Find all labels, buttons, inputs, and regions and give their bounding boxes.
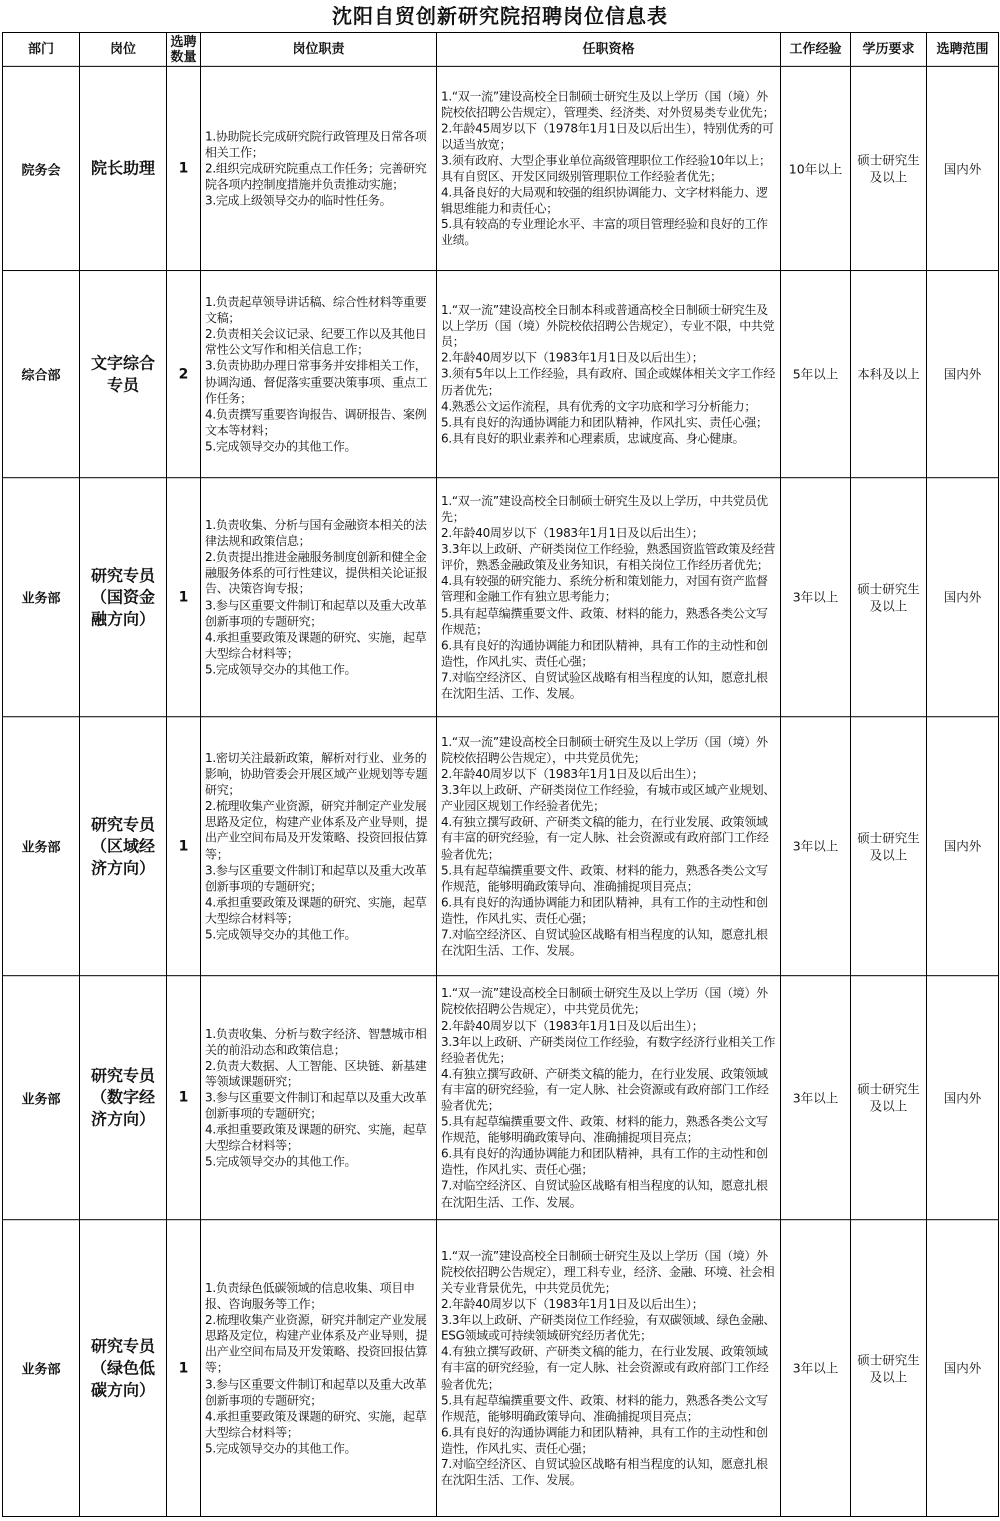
count-cell: 1 bbox=[167, 66, 201, 270]
table-row bbox=[3, 976, 999, 1220]
header-row bbox=[3, 32, 999, 66]
qualification-item: 1.“双一流”建设高校全日制硕士研究生及以上学历（国（境）外院校依招聘公告规定），理工科专业，经济、金融、环境、社会相关专业背景优先，中共党员优先； bbox=[441, 1248, 775, 1295]
duty-item: 2.组织完成研究院重点工作任务；完善研究院各项内控制度措施并负责推动实施； bbox=[205, 161, 427, 192]
table-row bbox=[3, 478, 999, 717]
qualification-item: 4.具备良好的大局观和较强的组织协调能力、文字材料能力、逻辑思维能力和责任心； bbox=[441, 185, 768, 216]
scope-cell: 国内外 bbox=[927, 1220, 999, 1517]
table-row bbox=[3, 66, 999, 270]
qualification-item: 3.3年以上政研、产研类岗位工作经验，熟悉国资监管政策及经营评价，熟悉金融政策及业务知识，有相关岗位工作经历者优先； bbox=[441, 542, 776, 573]
duty-item: 3.参与区重要文件制订和起草以及重大改革创新事项的专题研究； bbox=[205, 863, 427, 894]
count-cell: 1 bbox=[167, 1220, 201, 1517]
qualification-item: 2.年龄40周岁以下（1983年1月1日及以后出生）； bbox=[441, 1296, 704, 1311]
duties-cell bbox=[201, 717, 437, 976]
qualification-item: 4.有独立撰写政研、产研类文稿的能力，在行业发展、政策领域有丰富的研究经验，有一定人脉、社会资源或有政府部门工作经验者优先； bbox=[441, 1066, 769, 1113]
edu-cell: 硕士研究生及以上 bbox=[851, 976, 927, 1220]
qualification-item: 2.年龄40周岁以下（1983年1月1日及以后出生）； bbox=[441, 351, 704, 366]
table-row bbox=[3, 1220, 999, 1517]
dept-cell: 业务部 bbox=[3, 478, 80, 717]
exp-cell: 5年以上 bbox=[781, 271, 851, 478]
qualification-item: 4.具有较强的研究能力、系统分析和策划能力，对国有资产监督管理和金融工作有独立思考能力； bbox=[441, 574, 768, 605]
duty-item: 2.负责相关会议记录、纪要工作以及其他日常性公文写作和相关信息工作； bbox=[205, 327, 427, 357]
qualification-item: 2.年龄40周岁以下（1983年1月1日及以后出生）； bbox=[441, 526, 704, 541]
duty-item: 5.完成领导交办的其他工作。 bbox=[205, 1154, 357, 1169]
quals-cell bbox=[437, 976, 781, 1220]
duty-item: 4.承担重要政策及课题的研究、实施，起草大型综合材料等； bbox=[205, 1122, 427, 1153]
qualification-item: 4.有独立撰写政研、产研类文稿的能力，在行业发展、政策领域有丰富的研究经验，有一定人脉、社会资源或有政府部门工作经验者优先； bbox=[441, 1345, 769, 1392]
duty-item: 1.负责收集、分析与数字经济、智慧城市相关的前沿动态和政策信息； bbox=[205, 1026, 427, 1057]
qualification-item: 5.具有良好的沟通协调能力和团队精神，作风扎实、责任心强； bbox=[441, 415, 768, 430]
duty-item: 1.负责收集、分析与国有金融资本相关的法律法规和政策信息； bbox=[205, 518, 427, 549]
qualification-item: 5.具有较高的专业理论水平、丰富的项目管理经验和良好的工作业绩。 bbox=[441, 217, 768, 248]
post-cell: 院长助理 bbox=[80, 66, 167, 270]
duty-item: 5.完成领导交办的其他工作。 bbox=[205, 662, 357, 677]
qualification-item: 2.年龄40周岁以下（1983年1月1日及以后出生）； bbox=[441, 1018, 704, 1033]
post-cell: 研究专员（数字经济方向） bbox=[80, 976, 167, 1220]
duty-item: 1.负责绿色低碳领域的信息收集、项目申报、咨询服务等工作； bbox=[205, 1280, 415, 1311]
exp-cell: 10年以上 bbox=[781, 66, 851, 270]
qualification-item: 7.对临空经济区、自贸试验区战略有相当程度的认知，愿意扎根在沈阳生活、工作、发展。 bbox=[441, 1178, 768, 1209]
exp-cell: 3年以上 bbox=[781, 1220, 851, 1517]
quals-cell bbox=[437, 478, 781, 717]
duty-item: 2.梳理收集产业资源，研究并制定产业发展思路及定位，构建产业体系及产业导则，提出产业空间布局及开发策略、投资回报估算等； bbox=[205, 799, 428, 862]
qualification-item: 6.具有良好的沟通协调能力和团队精神，具有工作的主动性和创造性，作风扎实、责任心强； bbox=[441, 895, 768, 926]
duty-item: 1.负责起草领导讲话稿、综合性材料等重要文稿； bbox=[205, 294, 427, 325]
dept-cell: 业务部 bbox=[3, 976, 80, 1220]
qualification-item: 6.具有良好的沟通协调能力和团队精神，具有工作的主动性和创造性，作风扎实、责任心强； bbox=[441, 1146, 768, 1177]
qualification-item: 5.具有起草编撰重要文件、政策、材料的能力，熟悉各类公文写作规范； bbox=[441, 606, 768, 637]
qualification-item: 2.年龄45周岁以下（1978年1月1日及以后出生），特别优秀的可以适当放宽； bbox=[441, 121, 774, 152]
qualification-item: 3.须有5年以上工作经验，具有政府、国企或媒体相关文字工作经历者优先； bbox=[441, 367, 776, 398]
quals-cell bbox=[437, 1220, 781, 1517]
qualification-item: 6.具有良好的职业素养和心理素质，忠诚度高、身心健康。 bbox=[441, 431, 745, 446]
quals-cell bbox=[437, 717, 781, 976]
qualification-item: 7.对临空经济区、自贸试验区战略有相当程度的认知，愿意扎根在沈阳生活、工作、发展。 bbox=[441, 670, 768, 701]
edu-cell: 本科及以上 bbox=[851, 271, 927, 478]
quals-cell bbox=[437, 66, 781, 270]
scope-cell: 国内外 bbox=[927, 717, 999, 976]
post-cell: 文字综合专员 bbox=[80, 271, 167, 478]
post-cell: 研究专员（国资金融方向） bbox=[80, 478, 167, 717]
qualification-item: 1.“双一流”建设高校全日制硕士研究生及以上学历（国（境）外院校依招聘公告规定），中共党员优先； bbox=[441, 986, 768, 1017]
page-title: 沈阳自贸创新研究院招聘岗位信息表 bbox=[332, 4, 668, 28]
duty-item: 2.梳理收集产业资源，研究并制定产业发展思路及定位，构建产业体系及产业导则，提出产业空间布局及开发策略、投资回报估算等； bbox=[205, 1312, 428, 1376]
duty-item: 1.协助院长完成研究院行政管理及日常各项相关工作； bbox=[205, 129, 427, 160]
exp-cell: 3年以上 bbox=[781, 976, 851, 1220]
qualification-item: 5.具有起草编撰重要文件、政策、材料的能力，熟悉各类公文写作规范，能够明确政策导向、准确捕捉项目亮点； bbox=[441, 1114, 768, 1145]
header-dept: 部门 bbox=[3, 32, 80, 66]
exp-cell: 3年以上 bbox=[781, 717, 851, 976]
duty-item: 4.承担重要政策及课题的研究、实施，起草大型综合材料等； bbox=[205, 895, 427, 926]
table-row bbox=[3, 717, 999, 976]
scope-cell: 国内外 bbox=[927, 976, 999, 1220]
table-row bbox=[3, 271, 999, 478]
dept-cell: 综合部 bbox=[3, 271, 80, 478]
scope-cell: 国内外 bbox=[927, 66, 999, 270]
duty-item: 4.承担重要政策及课题的研究、实施，起草大型综合材料等； bbox=[205, 1409, 427, 1440]
exp-cell: 3年以上 bbox=[781, 478, 851, 717]
duty-item: 5.完成领导交办的其他工作。 bbox=[205, 1441, 357, 1456]
header-post: 岗位 bbox=[80, 32, 167, 66]
qualification-item: 7.对临空经济区、自贸试验区战略有相当程度的认知，愿意扎根在沈阳生活、工作、发展。 bbox=[441, 1457, 768, 1488]
qualification-item: 4.有独立撰写政研、产研类文稿的能力，在行业发展、政策领域有丰富的研究经验，有一定人脉、社会资源或有政府部门工作经验者优先； bbox=[441, 815, 769, 862]
duties-cell bbox=[201, 66, 437, 270]
qualification-item: 5.具有起草编撰重要文件、政策、材料的能力，熟悉各类公文写作规范，能够明确政策导向、准确捕捉项目亮点； bbox=[441, 863, 768, 894]
count-cell: 1 bbox=[167, 717, 201, 976]
count-cell: 2 bbox=[167, 271, 201, 478]
header-exp: 工作经验 bbox=[781, 32, 851, 66]
qualification-item: 2.年龄40周岁以下（1983年1月1日及以后出生）； bbox=[441, 767, 704, 782]
duty-item: 4.负责撰写重要咨询报告、调研报告、案例文本等材料； bbox=[205, 407, 427, 438]
post-cell: 研究专员（区域经济方向） bbox=[80, 717, 167, 976]
qualification-item: 7.对临空经济区、自贸试验区战略有相当程度的认知，愿意扎根在沈阳生活、工作、发展。 bbox=[441, 927, 768, 958]
qualification-item: 1.“双一流”建设高校全日制硕士研究生及以上学历，中共党员优先； bbox=[441, 494, 768, 524]
duty-item: 3.参与区重要文件制订和起草以及重大改革创新事项的专题研究； bbox=[205, 1090, 427, 1121]
duties-cell bbox=[201, 478, 437, 717]
edu-cell: 硕士研究生及以上 bbox=[851, 478, 927, 717]
duties-cell bbox=[201, 271, 437, 478]
duty-item: 2.负责提出推进金融服务制度创新和健全金融服务体系的可行性建议，提供相关论证报告、决策咨询专报； bbox=[205, 550, 428, 597]
qualification-item: 1.“双一流”建设高校全日制硕士研究生及以上学历（国（境）外院校依招聘公告规定），管理类、经济类、对外贸易类专业优先； bbox=[441, 89, 775, 120]
dept-cell: 业务部 bbox=[3, 1220, 80, 1517]
duty-item: 3.参与区重要文件制订和起草以及重大改革创新事项的专题研究； bbox=[205, 598, 427, 629]
duty-item: 3.完成上级领导交办的临时性任务。 bbox=[205, 193, 392, 208]
qualification-item: 5.具有起草编撰重要文件、政策、材料的能力，熟悉各类公文写作规范，能够明确政策导向、准确捕捉项目亮点； bbox=[441, 1393, 768, 1424]
post-cell: 研究专员（绿色低碳方向） bbox=[80, 1220, 167, 1517]
duty-item: 5.完成领导交办的其他工作。 bbox=[205, 927, 357, 942]
duty-item: 5.完成领导交办的其他工作。 bbox=[205, 439, 357, 454]
duties-cell bbox=[201, 1220, 437, 1517]
edu-cell: 硕士研究生及以上 bbox=[851, 717, 927, 976]
duty-item: 4.承担重要政策及课题的研究、实施，起草大型综合材料等； bbox=[205, 630, 427, 661]
qualification-item: 3.须有政府、大型企事业单位高级管理职位工作经验10年以上；具有自贸区、开发区同级别管理职位工作经验者优先； bbox=[441, 153, 771, 184]
qualification-item: 6.具有良好的沟通协调能力和团队精神，具有工作的主动性和创造性，作风扎实、责任心强； bbox=[441, 1425, 768, 1456]
header-edu: 学历要求 bbox=[851, 32, 927, 66]
duties-cell bbox=[201, 976, 437, 1220]
count-cell: 1 bbox=[167, 478, 201, 717]
dept-cell: 业务部 bbox=[3, 717, 80, 976]
qualification-item: 4.熟悉公文运作流程，具有优秀的文字功底和学习分析能力； bbox=[441, 399, 757, 414]
quals-cell bbox=[437, 271, 781, 478]
duty-item: 3.参与区重要文件制订和起草以及重大改革创新事项的专题研究； bbox=[205, 1377, 427, 1408]
table-body bbox=[3, 66, 999, 1516]
header-count: 选聘数量 bbox=[167, 32, 201, 66]
scope-cell: 国内外 bbox=[927, 478, 999, 717]
qualification-item: 3.3年以上政研、产研类岗位工作经验，有城市或区域产业规划、产业园区规划工作经验者优先； bbox=[441, 783, 776, 814]
duty-item: 2.负责大数据、人工智能、区块链、新基建等领域课题研究； bbox=[205, 1058, 427, 1089]
recruitment-table bbox=[2, 32, 999, 1517]
duty-item: 3.负责协助办理日常事务并安排相关工作，协调沟通、督促落实重要决策事项、重点工作任务； bbox=[205, 359, 428, 406]
dept-cell: 院务会 bbox=[3, 66, 80, 270]
edu-cell: 硕士研究生及以上 bbox=[851, 1220, 927, 1517]
scope-cell: 国内外 bbox=[927, 271, 999, 478]
qualification-item: 1.“双一流”建设高校全日制本科或普通高校全日制硕士研究生及以上学历（国（境）外院校依招聘公告规定），专业不限，中共党员； bbox=[441, 302, 775, 349]
qualification-item: 6.具有良好的沟通协调能力和团队精神，具有工作的主动性和创造性，作风扎实、责任心强； bbox=[441, 638, 768, 669]
qualification-item: 1.“双一流”建设高校全日制硕士研究生及以上学历（国（境）外院校依招聘公告规定），中共党员优先； bbox=[441, 735, 768, 765]
count-cell: 1 bbox=[167, 976, 201, 1220]
header-duties: 岗位职责 bbox=[201, 32, 437, 66]
qualification-item: 3.3年以上政研、产研类岗位工作经验，有数字经济行业相关工作经验者优先； bbox=[441, 1034, 776, 1065]
edu-cell: 硕士研究生及以上 bbox=[851, 66, 927, 270]
header-quals: 任职资格 bbox=[437, 32, 781, 66]
duty-item: 1.密切关注最新政策，解析对行业、业务的影响，协助管委会开展区域产业规划等专题研究； bbox=[205, 751, 428, 798]
qualification-item: 3.3年以上政研、产研类岗位工作经验，有双碳领域、绿色金融、ESG领域或可持续领域研究经历者优先； bbox=[441, 1312, 776, 1343]
header-scope: 选聘范围 bbox=[927, 32, 999, 66]
